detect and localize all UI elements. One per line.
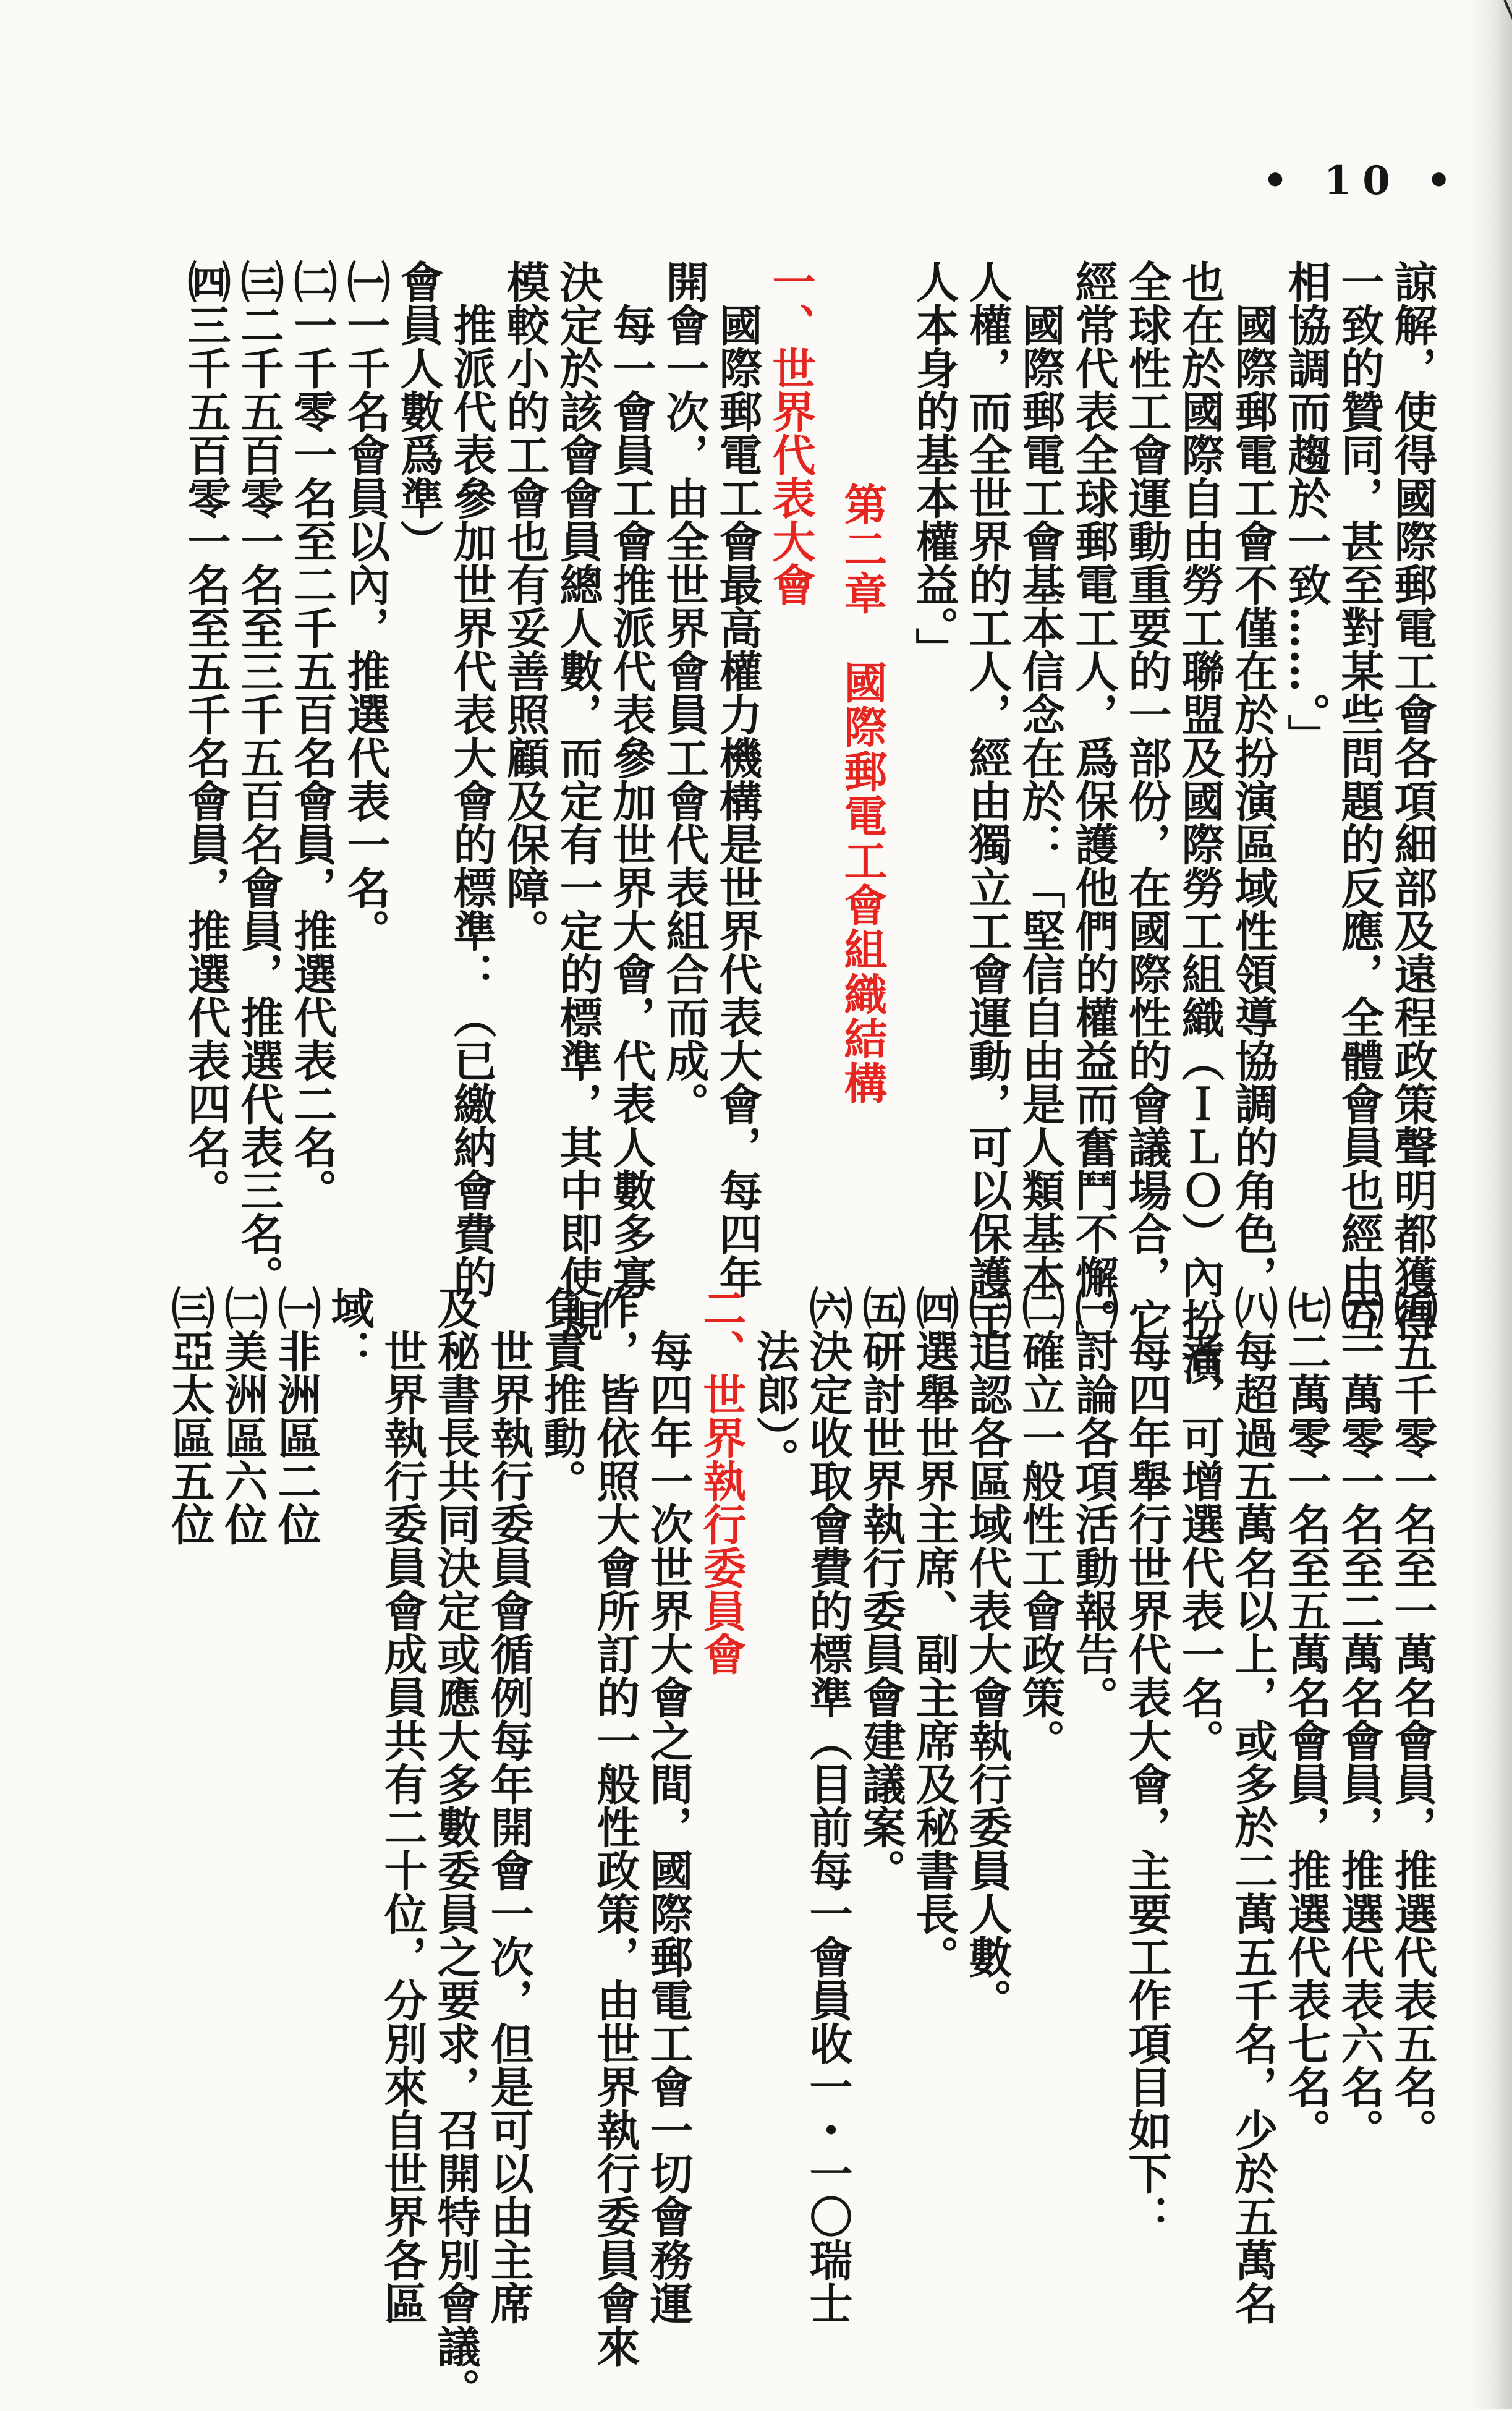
text-line: 作，皆依照大會所訂的一般性政策，由世界執行委員會來: [590, 1286, 641, 2368]
text-line: 者，可增選代表一名。: [1174, 1286, 1226, 1762]
text-line: 經常代表全球郵電工人，爲保護他們的權益而奮鬥不懈。」: [1068, 260, 1119, 1363]
text-line: 全球性工會運動重要的一部份，在國際性的會議場合，它: [1121, 260, 1173, 1342]
text-line: 人權，而全世界的工人，經由獨立工會運動，可以保護工: [962, 260, 1013, 1342]
text-line: 一致的贊同，甚至對某些問題的反應，全體會員也經由互: [1334, 260, 1385, 1342]
text-line: ㈡美洲區六位: [218, 1286, 269, 1546]
text-line: ㈢二千五百零一名至三千五百名會員，推選代表三名。: [234, 260, 285, 1298]
text-line: 世界執行委員會成員共有二十位，分別來自世界各區: [377, 1286, 428, 2324]
book-spine-shadow: [1469, 0, 1512, 2409]
text-line: ㈤研討世界執行委員會建議案。: [856, 1286, 907, 1892]
text-line: 諒解，使得國際郵電工會各項細部及遠程政策聲明都獲得: [1387, 260, 1438, 1342]
text-line: ㈢亞太區五位: [164, 1286, 216, 1546]
text-line: ㈣選舉世界主席、副主席及秘書長。: [909, 1286, 960, 1978]
text-line: 開會一次，由全世界會員工會代表組合而成。: [659, 260, 710, 1125]
text-line: 國際郵電工會最高權力機構是世界代表大會，每四年: [712, 260, 763, 1298]
text-line: ㈠非洲區二位: [271, 1286, 322, 1546]
text-line: 每四年舉行世界代表大會，主要工作項目如下：: [1121, 1286, 1173, 2238]
text-line: 法郎）。: [749, 1286, 801, 1481]
page-number: • 10 •: [1262, 158, 1463, 204]
text-line: 會員人數爲準）: [393, 260, 444, 563]
text-line: 相協調而趨於一致……。」: [1281, 260, 1332, 757]
text-line: ㈦二萬零一名至五萬名會員，推選代表七名。: [1281, 1286, 1332, 2151]
text-line: 負責推動。: [537, 1286, 588, 1502]
text-line: ㈥決定收取會費的標準（目前每一會員收一・一〇瑞士: [802, 1286, 854, 2324]
chapter-line: 第二章 國際郵電工會組織結構: [837, 260, 888, 1105]
text-line: ㈡一千零一名至二千五百名會員，推選代表二名。: [287, 260, 338, 1212]
text-line: ㈡確立一般性工會政策。: [1015, 1286, 1066, 1762]
text-line: 每四年一次世界大會之間，國際郵電工會一切會務運: [643, 1286, 694, 2324]
text-line: ㈠一千名會員以內，推選代表一名。: [340, 260, 391, 952]
text-line: ㈠討論各項活動報告。: [1068, 1286, 1119, 1719]
text-line: ㈣三千五百零一名至五千名會員，推選代表四名。: [181, 260, 232, 1212]
text-line: ㈢追認各區域代表大會執行委員人數。: [962, 1286, 1013, 2022]
text-line: 域：: [324, 1286, 375, 1372]
heading-line: 一、世界代表大會: [765, 260, 817, 606]
text-line: 也在於國際自由勞工聯盟及國際勞工組織（ＩＬＯ）內扮演: [1174, 260, 1226, 1385]
text-line: 人本身的基本權益。」: [909, 260, 960, 671]
text-line: 推派代表參加世界代表大會的標準：（已繳納會費的: [446, 260, 498, 1298]
heading-line: 二、世界執行委員會: [696, 1286, 747, 1675]
text-line: 決定於該會會員總人數，而定有一定的標準，其中即使規: [553, 260, 604, 1342]
text-line: 模較小的工會也有妥善照顧及保障。: [499, 260, 551, 952]
text-line: ㈥一萬零一名至二萬名會員，推選代表六名。: [1334, 1286, 1385, 2151]
bottom-text-block: [79, 1286, 1439, 2411]
text-line: 國際郵電工會基本信念在於：「堅信自由是人類基本: [1015, 260, 1066, 1298]
text-line: 每一會員工會推派代表參加世界大會，代表人數多寡: [606, 260, 657, 1298]
text-line: ㈤五千零一名至一萬名會員，推選代表五名。: [1387, 1286, 1438, 2151]
text-line: 及秘書長共同決定或應大多數委員之要求，召開特別會議。: [430, 1286, 482, 2411]
text-line: ㈧每超過五萬名以上，或多於二萬五千名，少於五萬名: [1228, 1286, 1279, 2324]
text-line: 世界執行委員會循例每年開會一次，但是可以由主席: [483, 1286, 535, 2324]
text-line: 國際郵電工會不僅在於扮演區域性領導協調的角色，: [1228, 260, 1279, 1298]
